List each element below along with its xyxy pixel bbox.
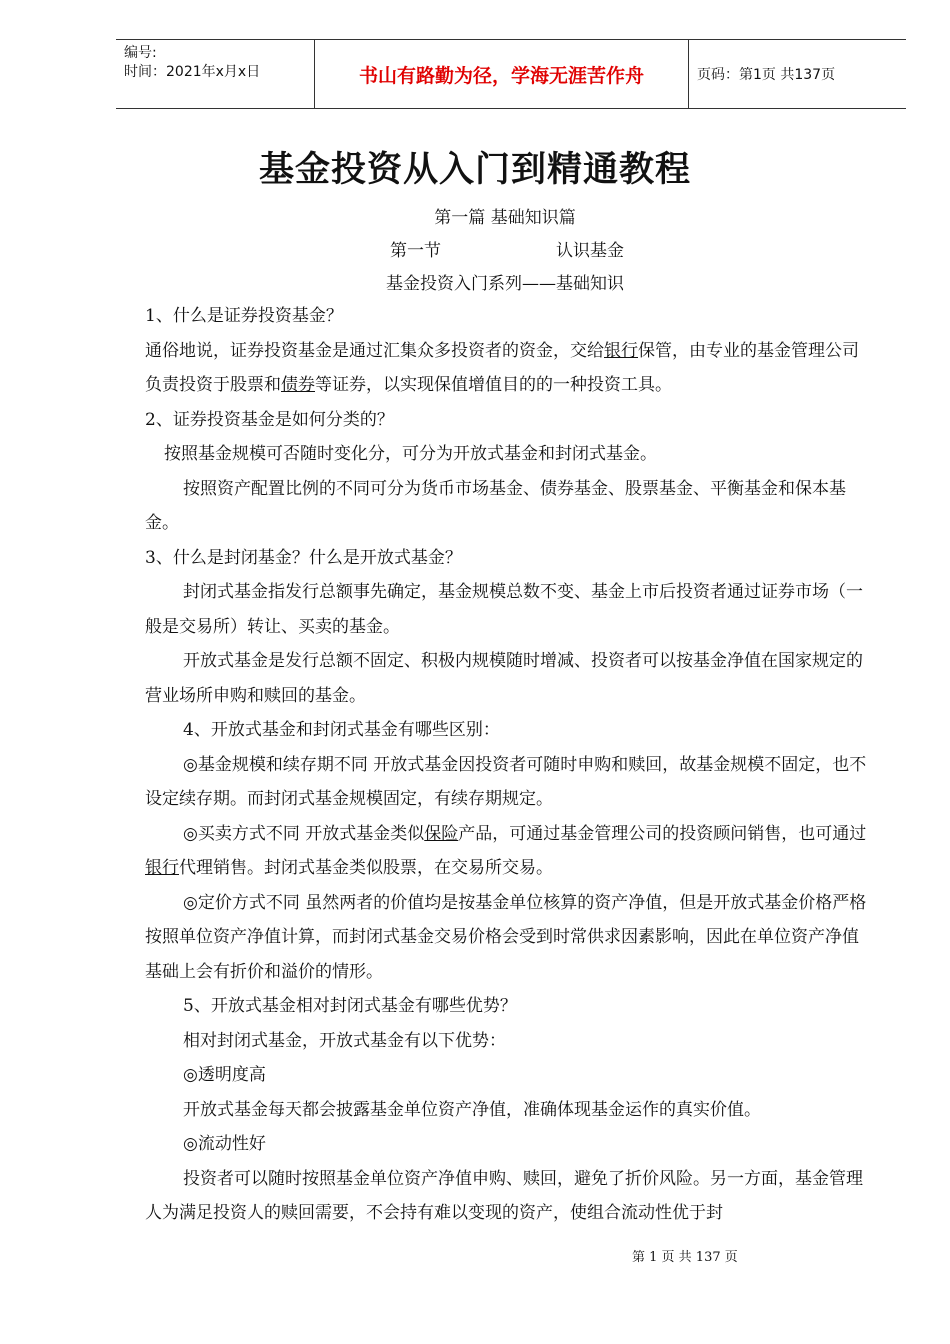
header-meta bbox=[116, 40, 315, 108]
paragraph: 按照基金规模可否随时变化分，可分为开放式基金和封闭式基金。 bbox=[164, 444, 657, 464]
paragraph: ◎基金规模和续存期不同 开放式基金因投资者可随时申购和赎回，故基金规模不固定，也不设定续存期。而封闭式基金规模固定，有续存期规定。 bbox=[145, 754, 867, 809]
doc-time-label: 时间：2021年x月x日 bbox=[124, 64, 261, 80]
link-insurance[interactable]: 保险 bbox=[424, 823, 459, 844]
subheading: ◎流动性好 bbox=[183, 1134, 266, 1154]
paragraph: 封闭式基金指发行总额事先确定，基金规模总数不变、基金上市后投资者通过证券市场（一般是交易所）转让、买卖的基金。 bbox=[145, 582, 863, 637]
part-heading: 第一篇 基础知识篇 bbox=[434, 208, 576, 228]
series-heading: 基金投资入门系列——基础知识 bbox=[386, 274, 624, 294]
paragraph: 通俗地说，证券投资基金是通过汇集众多投资者的资金，交给银行保管，由专业的基金管理公司负责投资于股票和债券等证券，以实现保值增值目的的一种投资工具。 bbox=[145, 340, 859, 395]
question-1: 1、什么是证券投资基金？ bbox=[145, 306, 343, 326]
link-bank[interactable]: 银行 bbox=[145, 858, 179, 878]
link-bank[interactable]: 银行 bbox=[604, 340, 638, 361]
header-page-info: 页码：第1页 共137页 bbox=[697, 67, 836, 83]
paragraph: 按照资产配置比例的不同可分为货币市场基金、债券基金、股票基金、平衡基金和保本基金。 bbox=[145, 478, 846, 533]
paragraph: 相对封闭式基金，开放式基金有以下优势： bbox=[183, 1030, 506, 1051]
section-title: 认识基金 bbox=[556, 241, 624, 261]
section-label: 第一节 bbox=[390, 241, 441, 261]
question-4: 4、开放式基金和封闭式基金有哪些区别： bbox=[183, 720, 500, 740]
link-bond[interactable]: 债券 bbox=[281, 375, 315, 395]
paragraph: ◎定价方式不同 虽然两者的价值均是按基金单位核算的资产净值，但是开放式基金价格严格按照单位资产净值计算，而封闭式基金交易价格会受到时常供求因素影响，因此在单位资产净值基础上会有折价和溢价的情形。 bbox=[145, 892, 867, 982]
paragraph: 开放式基金每天都会披露基金单位资产净值，准确体现基金运作的真实价值。 bbox=[183, 1099, 761, 1120]
header-motto: 书山有路勤为径，学海无涯苦作舟 bbox=[315, 40, 689, 108]
question-5: 5、开放式基金相对封闭式基金有哪些优势？ bbox=[183, 996, 517, 1016]
doc-number-label: 编号: bbox=[124, 45, 157, 61]
subheading: ◎透明度高 bbox=[183, 1065, 266, 1085]
body-text bbox=[145, 299, 875, 1231]
doc-title: 基金投资从入门到精通教程 bbox=[258, 149, 691, 190]
page-footer: 第 1 页 共 137 页 bbox=[632, 1250, 738, 1265]
paragraph: 投资者可以随时按照基金单位资产净值申购、赎回，避免了折价风险。另一方面，基金管理人为满足投资人的赎回需要，不会持有难以变现的资产，使组合流动性优于封 bbox=[145, 1168, 863, 1223]
question-3: 3、什么是封闭基金？什么是开放式基金？ bbox=[145, 547, 462, 568]
question-2: 2、证券投资基金是如何分类的？ bbox=[145, 409, 394, 430]
page-header bbox=[116, 39, 906, 109]
paragraph: ◎买卖方式不同 开放式基金类似保险产品，可通过基金管理公司的投资顾问销售，也可通过银行代理销售。封闭式基金类似股票，在交易所交易。 bbox=[145, 823, 867, 878]
paragraph: 开放式基金是发行总额不固定、积极内规模随时增减、投资者可以按基金净值在国家规定的营业场所申购和赎回的基金。 bbox=[145, 651, 863, 706]
